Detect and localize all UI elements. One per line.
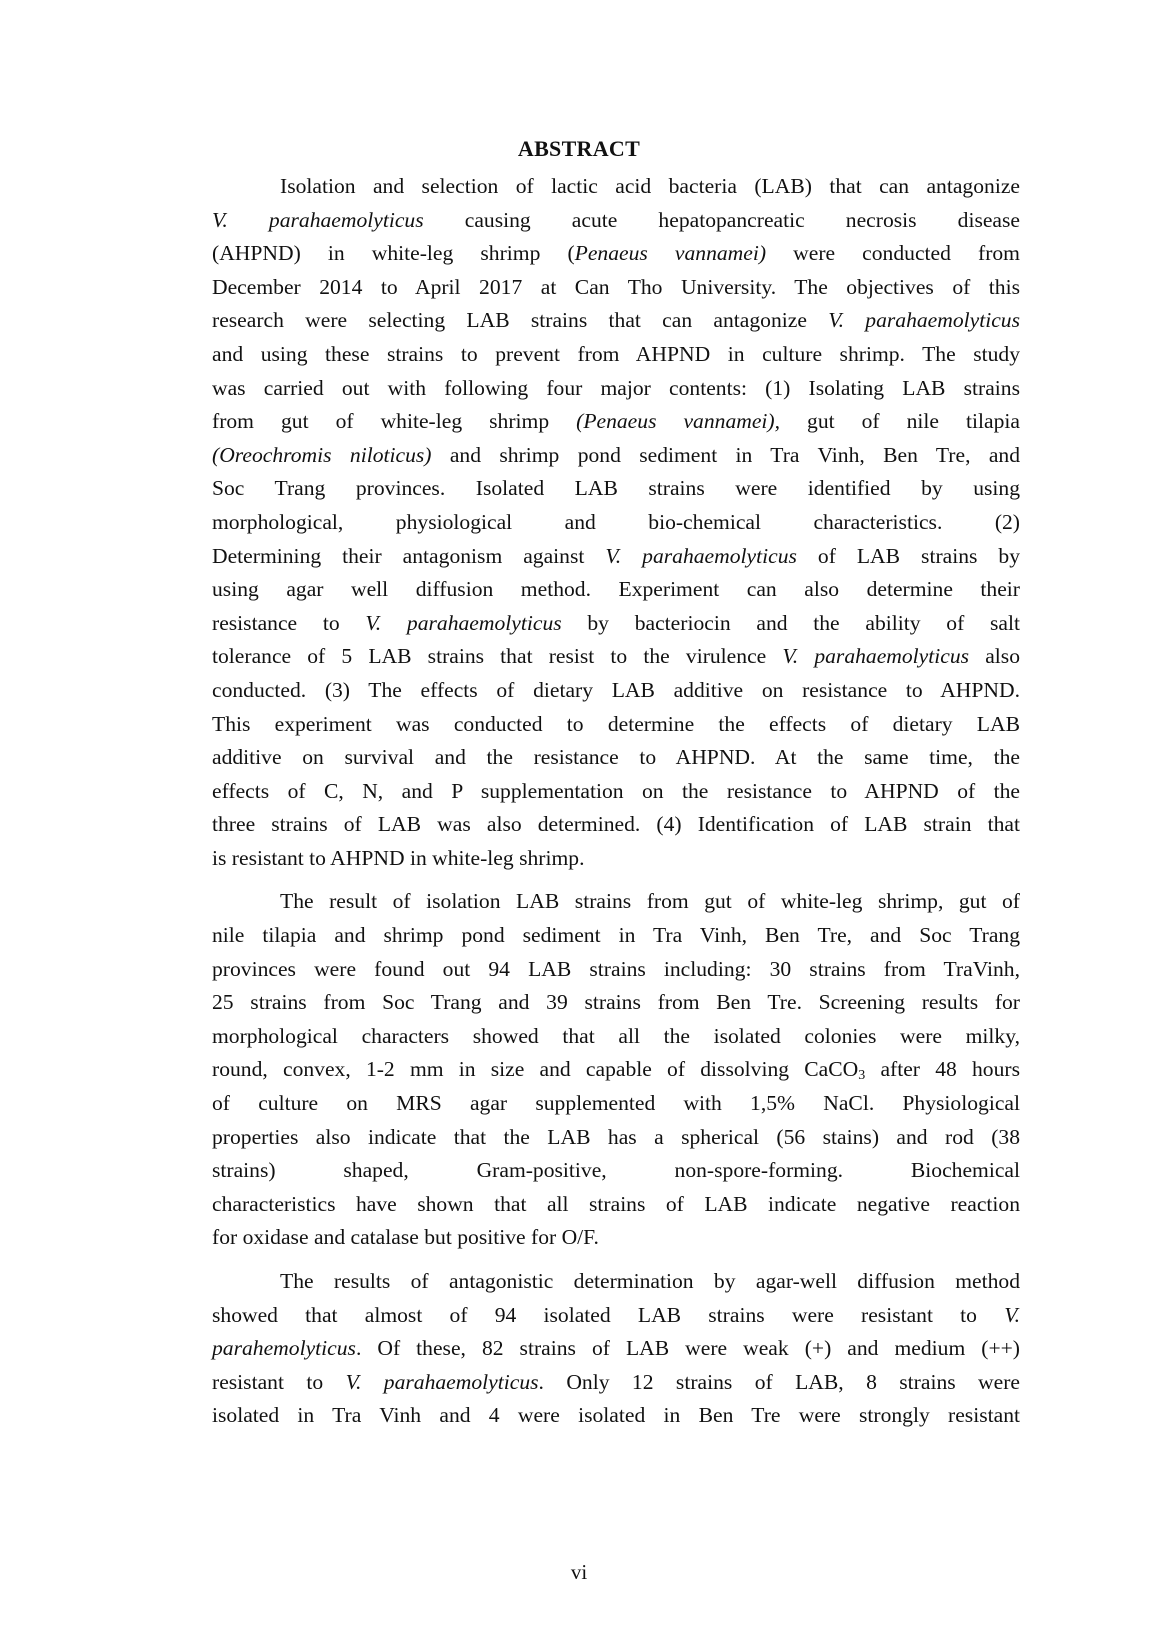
text-run: characteristics have shown that all strains of LAB indicate negative reaction [212,1191,1020,1216]
text-line [212,204,1020,238]
italic-text-run: (Penaeus vannamei), [576,409,781,434]
text-line [212,506,1020,540]
text-line [212,741,1020,775]
text-run: . Only 12 strains of LAB, 8 strains were [538,1369,1021,1394]
text-run: research were selecting LAB strains that can antagonize [212,308,829,333]
text-run: by bacteriocin and the ability of salt [561,610,1020,635]
text-line [212,1188,1020,1222]
text-line [212,953,1020,987]
text-run: three strains of LAB was also determined. (4) Identification of LAB strain that [212,812,1020,837]
abstract-paragraph [212,1265,1020,1433]
text-line [212,808,1020,842]
text-run: (AHPND) in white-leg shrimp ( [212,241,575,266]
text-line [212,540,1020,574]
text-run: Determining their antagonism against [212,543,606,568]
text-line [212,338,1020,372]
text-line [212,1221,1020,1255]
text-line [212,170,1020,204]
text-line [212,1087,1020,1121]
text-run: additive on survival and the resistance to AHPND. At the same time, the [212,745,1020,770]
italic-text-run: (Oreochromis niloticus) [212,442,432,467]
text-line [212,885,1020,919]
text-run: Isolation and selection of lactic acid bacteria (LAB) that can antagonize [280,174,1020,198]
text-line [212,1121,1020,1155]
subscript-run: 3 [858,1068,866,1084]
text-line [212,237,1020,271]
text-run: nile tilapia and shrimp pond sediment in Tra Vinh, Ben Tre, and Soc Trang [212,923,1020,948]
abstract-paragraph [212,885,1020,1255]
text-run: Soc Trang provinces. Isolated LAB strains were identified by using [212,476,1020,501]
text-run: causing acute hepatopancreatic necrosis disease [423,207,1021,232]
abstract-body [212,170,1020,1433]
text-run: December 2014 to April 2017 at Can Tho University. The objectives of this [212,274,1020,299]
italic-text-run: V. parahaemolyticus [605,543,797,568]
italic-text-run: V. parahaemolyticus [782,644,970,669]
text-line [212,472,1020,506]
page-number: vi [570,1560,588,1584]
text-run: morphological characters showed that all the isolated colonies were milky, [212,1023,1020,1048]
text-line [212,1332,1020,1366]
text-run: effects of C, N, and P supplementation on the resistance to AHPND of the [212,778,1020,803]
text-line [212,1299,1020,1333]
text-line [212,405,1020,439]
text-line [212,919,1020,953]
text-run: also [969,644,1020,669]
text-run: were conducted from [766,241,1020,266]
italic-text-run: V. parahaemolyticus [345,1369,539,1394]
text-run: 25 strains from Soc Trang and 39 strains from Ben Tre. Screening results for [212,990,1020,1015]
text-line [212,674,1020,708]
abstract-heading: ABSTRACT [517,136,641,161]
text-line [212,1154,1020,1188]
text-line [212,842,1020,876]
text-line [212,775,1020,809]
italic-text-run: V. parahaemolyticus [212,207,424,232]
text-run: resistant to [212,1369,346,1394]
text-run: conducted. (3) The effects of dietary LAB additive on resistance to AHPND. [212,677,1020,702]
text-line [212,607,1020,641]
text-run: from gut of white-leg shrimp [212,409,577,434]
text-line [212,372,1020,406]
text-run: round, convex, 1-2 mm in size and capable of dissolving CaCO [212,1057,859,1082]
italic-text-run: V. [1004,1302,1020,1327]
text-run: This experiment was conducted to determine the effects of dietary LAB [212,711,1020,736]
text-run: was carried out with following four major contents: (1) Isolating LAB strains [212,375,1020,400]
text-run: The results of antagonistic determination by agar-well diffusion method [280,1269,1020,1293]
italic-text-run: Penaeus vannamei) [574,241,767,266]
text-line [212,304,1020,338]
text-line [212,1366,1020,1400]
italic-text-run: parahemolyticus [212,1336,356,1361]
text-run: gut of nile tilapia [780,409,1020,434]
text-line [212,573,1020,607]
text-run: showed that almost of 94 isolated LAB strains were resistant to [212,1302,1005,1327]
text-run: is resistant to AHPND in white-leg shrimp. [212,845,585,870]
text-run: of culture on MRS agar supplemented with 1,5% NaCl. Physiological [212,1091,1020,1116]
text-run: after 48 hours [865,1057,1020,1082]
text-run: . Of these, 82 strains of LAB were weak (+) and medium (++) [355,1336,1020,1361]
text-run: using agar well diffusion method. Experiment can also determine their [212,577,1020,602]
text-line [212,986,1020,1020]
abstract-paragraph [212,170,1020,875]
text-line [212,1053,1020,1087]
text-run: and shrimp pond sediment in Tra Vinh, Ben Tre, and [431,442,1020,467]
text-line [212,1020,1020,1054]
text-line [212,640,1020,674]
text-run: for oxidase and catalase but positive for O/F. [212,1225,599,1250]
text-run: isolated in Tra Vinh and 4 were isolated in Ben Tre were strongly resistant [212,1403,1020,1428]
text-line [212,1399,1020,1433]
text-line [212,1265,1020,1299]
italic-text-run: V. parahaemolyticus [365,610,562,635]
italic-text-run: V. parahaemolyticus [828,308,1021,333]
text-run: resistance to [212,610,366,635]
text-run: and using these strains to prevent from AHPND in culture shrimp. The study [212,341,1020,366]
text-run: properties also indicate that the LAB has a spherical (56 stains) and rod (38 [212,1124,1020,1149]
text-run: strains) shaped, Gram-positive, non-spore-forming. Biochemical [212,1158,1020,1183]
text-run: tolerance of 5 LAB strains that resist to the virulence [212,644,783,669]
text-run: morphological, physiological and bio-chemical characteristics. (2) [212,509,1020,534]
text-run: The result of isolation LAB strains from gut of white-leg shrimp, gut of [280,889,1020,914]
text-run: of LAB strains by [796,543,1020,568]
text-line [212,439,1020,473]
text-run: provinces were found out 94 LAB strains including: 30 strains from TraVinh, [212,956,1020,981]
text-line [212,708,1020,742]
text-line [212,271,1020,305]
